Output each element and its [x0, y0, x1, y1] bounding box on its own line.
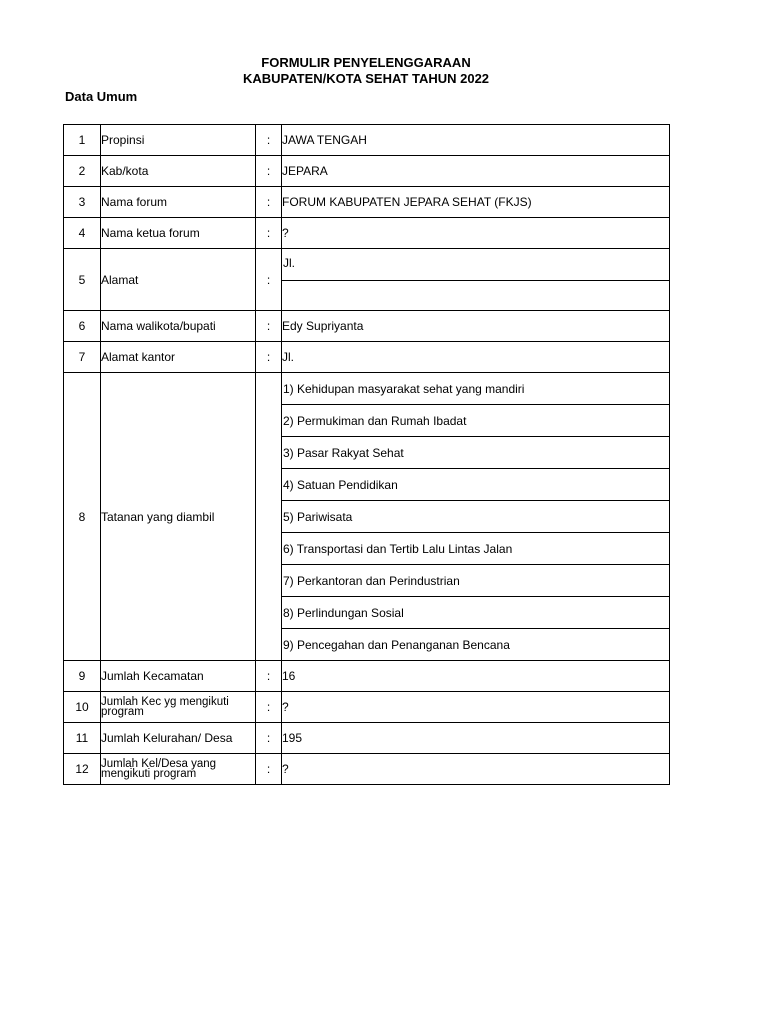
data-umum-table — [63, 124, 670, 785]
row-number: 2 — [64, 156, 101, 187]
tatanan-item — [282, 468, 669, 500]
row-number: 5 — [64, 249, 101, 311]
row-number: 9 — [64, 661, 101, 692]
section-heading: Data Umum — [65, 89, 138, 104]
row-value: Jl. — [282, 342, 670, 373]
row-label-text: Jumlah Kec yg mengikuti program — [101, 696, 229, 718]
row-separator: : — [256, 661, 282, 692]
row-label: Tatanan yang diambil — [101, 373, 256, 661]
row-separator: : — [256, 156, 282, 187]
row-value-group — [282, 249, 670, 311]
tatanan-item — [282, 373, 669, 404]
row-label — [101, 692, 256, 723]
tatanan-list — [282, 373, 670, 661]
table-row — [64, 187, 670, 218]
list-item: 4) Satuan Pendidikan — [283, 477, 398, 492]
row-number: 6 — [64, 311, 101, 342]
list-item: 7) Perkantoran dan Perindustrian — [283, 573, 460, 588]
tatanan-item — [282, 532, 669, 564]
row-label: Propinsi — [101, 125, 256, 156]
list-item: 9) Pencegahan dan Penanganan Bencana — [283, 637, 510, 652]
list-item: 2) Permukiman dan Rumah Ibadat — [283, 413, 467, 428]
row-label: Nama walikota/bupati — [101, 311, 256, 342]
row-number: 11 — [64, 723, 101, 754]
form-title-line2: KABUPATEN/KOTA SEHAT TAHUN 2022 — [242, 71, 490, 86]
row-value: FORUM KABUPATEN JEPARA SEHAT (FKJS) — [282, 187, 670, 218]
row-number: 12 — [64, 754, 101, 785]
list-item: 5) Pariwisata — [283, 509, 353, 524]
table-row — [64, 373, 670, 661]
row-value — [282, 281, 669, 310]
table-row — [64, 723, 670, 754]
form-title-line1: FORMULIR PENYELENGGARAAN — [261, 55, 471, 70]
row-separator: : — [256, 692, 282, 723]
row-label: Kab/kota — [101, 156, 256, 187]
row-label: Jumlah Kecamatan — [101, 661, 256, 692]
row-number: 10 — [64, 692, 101, 723]
row-value: ? — [282, 692, 670, 723]
row-value: Edy Supriyanta — [282, 311, 670, 342]
table-row — [64, 342, 670, 373]
tatanan-item — [282, 628, 669, 660]
row-separator: : — [256, 249, 282, 311]
address-line-2 — [282, 280, 669, 310]
row-value: JAWA TENGAH — [282, 125, 670, 156]
table-row — [64, 661, 670, 692]
tatanan-item — [282, 500, 669, 532]
address-line-1 — [282, 249, 669, 280]
table-row — [64, 249, 670, 311]
row-label: Jumlah Kelurahan/ Desa — [101, 723, 256, 754]
row-separator: : — [256, 754, 282, 785]
list-item: 1) Kehidupan masyarakat sehat yang mandiri — [283, 381, 525, 396]
row-number: 1 — [64, 125, 101, 156]
table-row — [64, 754, 670, 785]
row-label: Nama forum — [101, 187, 256, 218]
table-row — [64, 125, 670, 156]
tatanan-item — [282, 404, 669, 436]
row-label-text: Jumlah Kel/Desa yang mengikuti program — [101, 758, 217, 780]
tatanan-item — [282, 564, 669, 596]
row-number: 8 — [64, 373, 101, 661]
row-label: Alamat — [101, 249, 256, 311]
row-separator: : — [256, 125, 282, 156]
row-separator: : — [256, 187, 282, 218]
row-separator: : — [256, 723, 282, 754]
table-row — [64, 311, 670, 342]
list-item: 3) Pasar Rakyat Sehat — [283, 445, 404, 460]
row-number: 7 — [64, 342, 101, 373]
table-row — [64, 156, 670, 187]
row-label: Nama ketua forum — [101, 218, 256, 249]
row-value: JEPARA — [282, 156, 670, 187]
row-number: 4 — [64, 218, 101, 249]
row-separator: : — [256, 218, 282, 249]
row-value: 195 — [282, 723, 670, 754]
table-row — [64, 218, 670, 249]
row-separator: : — [256, 342, 282, 373]
tatanan-item — [282, 596, 669, 628]
row-value: 16 — [282, 661, 670, 692]
row-separator-empty — [256, 373, 282, 661]
table-row — [64, 692, 670, 723]
row-number: 3 — [64, 187, 101, 218]
row-label: Alamat kantor — [101, 342, 256, 373]
tatanan-item — [282, 436, 669, 468]
row-value: Jl. — [283, 256, 295, 270]
list-item: 8) Perlindungan Sosial — [283, 605, 404, 620]
row-separator: : — [256, 311, 282, 342]
row-value: ? — [282, 218, 670, 249]
row-value: ? — [282, 754, 670, 785]
row-label — [101, 754, 256, 785]
list-item: 6) Transportasi dan Tertib Lalu Lintas Jalan — [283, 541, 513, 556]
